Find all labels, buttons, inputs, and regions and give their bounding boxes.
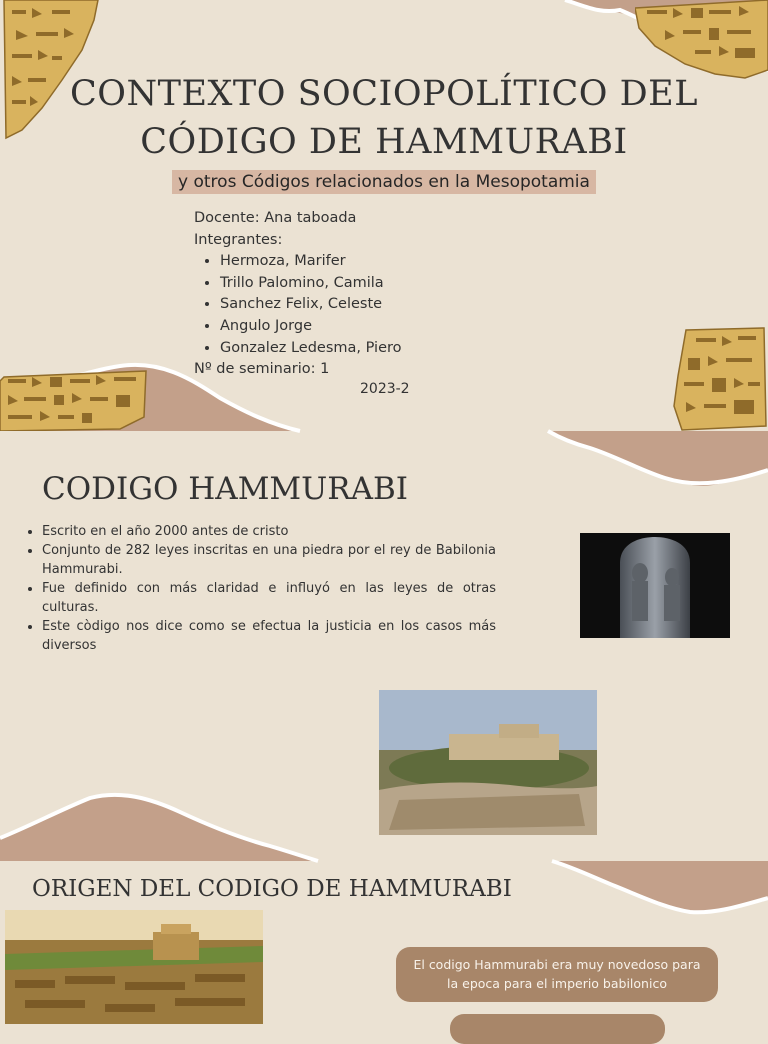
title-line-1: CONTEXTO SOCIOPOLÍTICO DEL [70,74,698,114]
title-line-2: CÓDIGO DE HAMMURABI [140,122,628,162]
cuneiform-tablet-icon [672,326,768,432]
integrantes-list [194,251,402,359]
integrantes-label: Integrantes: [194,231,283,248]
ruins-photo [379,690,597,835]
list-item: • Gonzalez Ledesma, Piero [220,338,402,360]
list-item: • Escrito en el año 2000 antes de cristo [42,522,496,541]
seminario-line: Nº de seminario: 1 [194,361,330,378]
origin-note-text: El codigo Hammurabi era muy novedoso para la epoca para el imperio babilonico [413,957,701,991]
subtitle: y otros Códigos relacionados en la Mesopotamia [172,170,596,194]
list-item: • Conjunto de 282 leyes inscritas en una piedra por el rey de Babilonia Hammurabi. [42,541,496,579]
cuneiform-tablet-icon [0,367,148,431]
babylon-image [5,910,263,1024]
section-heading: CODIGO HAMMURABI [42,471,409,507]
list-item: • Hermoza, Marifer [220,251,402,273]
list-item: • Fue definido con más claridad e influyó en las leyes de otras culturas. [42,579,496,617]
list-item: • Sanchez Felix, Celeste [220,294,402,316]
ruins-image [379,690,597,835]
section-bullets [28,522,496,655]
list-item: • Angulo Jorge [220,316,402,338]
year-label: 2023-2 [360,381,410,397]
list-item: • Este còdigo nos dice como se efectua la justicia en los casos más diversos [42,617,496,655]
credits-block [194,208,402,381]
subtitle-row [0,170,768,194]
origin-note [396,947,718,1002]
page-title [0,70,768,166]
babylon-illustration [5,910,263,1024]
section-heading: ORIGEN DEL CODIGO DE HAMMURABI [32,876,512,902]
stele-photo [580,533,730,638]
stele-image [580,533,730,638]
cuneiform-tablet-icon [635,0,768,80]
docente-line: Docente: Ana taboada [194,210,357,226]
list-item: • Trillo Palomino, Camila [220,273,402,295]
next-note-pill [450,1014,665,1044]
